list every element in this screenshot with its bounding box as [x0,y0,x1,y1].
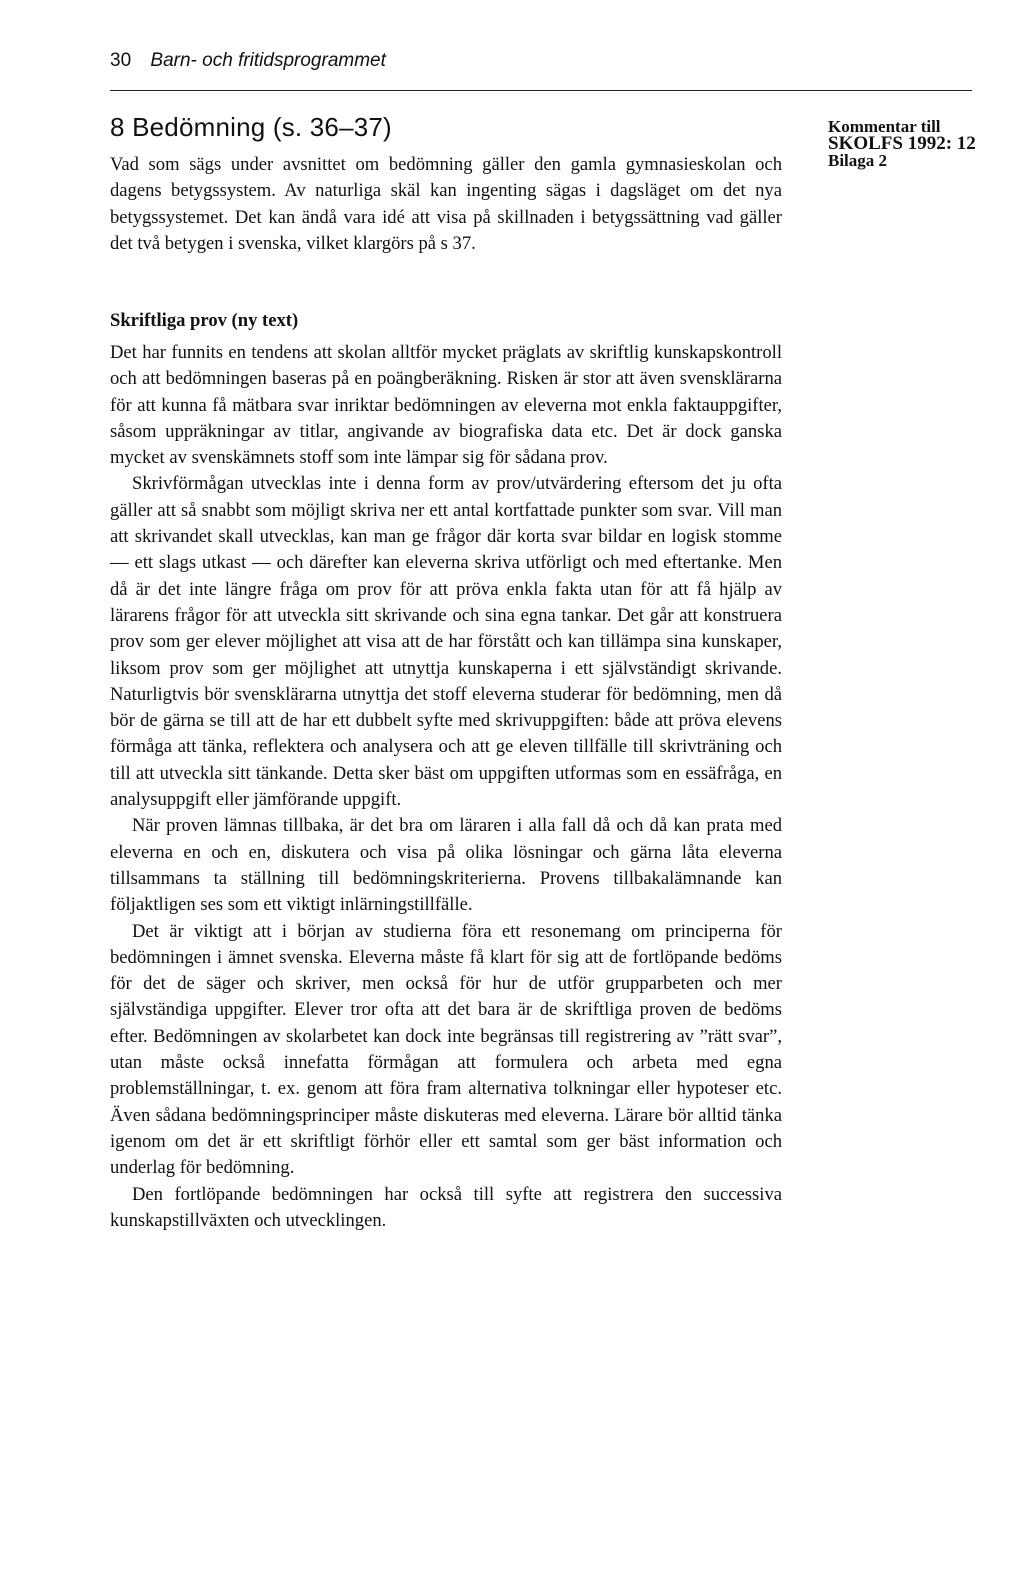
header-rule [110,90,972,91]
running-title: Barn- och fritidsprogrammet [150,50,386,71]
paragraph: När proven lämnas tillbaka, är det bra om läraren i alla fall då och då kan prata med eleverna en och en, diskutera och visa på olika lösningar och gärna låta eleverna tillsammans ta ställning till bedömningskriterierna. Provens tillbakalämnande kan följaktligen ses som ett viktigt inlärningstillfälle. [110,815,782,916]
margin-note-line1: Kommentar till [828,117,941,136]
margin-note [828,118,1008,169]
page-number: 30 [110,50,132,71]
margin-note-line2: SKOLFS 1992: 12 [828,133,976,154]
paragraph: Det har funnits en tendens att skolan alltför mycket präglats av skriftlig kunskapskontroll och att bedömningen baseras på en poängberäkning. Risken är stor att även svensklärarna för att kunna få mätbara svar inriktar bedömningen av eleverna mot enkla faktauppgifter, såsom uppräkningar av titlar, angivande av biografiska data etc. Det är dock ganska mycket av svenskämnets stoff som inte lämpar sig för sådana prov. [110,342,782,469]
intro-text [110,152,782,257]
subsection-heading: Skriftliga prov (ny text) [110,310,299,331]
margin-note-line3: Bilaga 2 [828,151,888,170]
running-head [110,50,386,72]
paragraph: Det är viktigt att i början av studierna föra ett resonemang om principerna för bedömningen i ämnet svenska. Eleverna måste få klart för sig att de fortlöpande bedöms för det de säger och skriver, men också för hur de utför grupparbeten och mer självständiga uppgifter. Elever tror ofta att det bara är de skriftliga proven de bedöms efter. Bedömningen av skolarbetet kan dock inte begränsas till registrering av ”rätt svar”, utan måste också innefatta förmågan att formulera och arbeta med egna problemställningar, t. ex. genom att föra fram alternativa tolkningar eller hypoteser etc. Även sådana bedömningsprinciper måste diskuteras med eleverna. Lärare bör alltid tänka igenom om det är ett skriftligt förhör eller ett samtal som ger bäst information och underlag för bedömning. [110,920,782,1179]
main-text [110,340,782,1234]
intro-paragraph: Vad som sägs under avsnittet om bedömning gäller den gamla gymnasieskolan och dagens betygssystem. Av naturliga skäl kan ingenting sägas i dagsläget om det nya betygssystemet. Det kan ändå vara idé att visa på skillnaden i betygssättning vad gäller det två betygen i svenska, vilket klargörs på s 37. [110,154,782,254]
paragraph: Den fortlöpande bedömningen har också till syfte att registrera den successiva kunskapstillväxten och utvecklingen. [110,1183,782,1231]
paragraph: Skrivförmågan utvecklas inte i denna form av prov/utvärdering eftersom det ju ofta gäller att så snabbt som möjligt skriva ner ett antal kortfattade punkter som svar. Vill man att skrivandet skall utvecklas, kan man ge frågor där korta svar bildar en logisk stomme — ett slags utkast — och därefter kan eleverna skriva utförligt och med eftertanke. Men då är det inte längre fråga om prov för att pröva enkla fakta utan för att få hjälp av lärarens frågor för att utveckla sitt skrivande och sina egna tankar. Det går att konstruera prov som ger elever möjlighet att visa att de har förstått och kan tillämpa sina kunskaper, liksom prov som ger möjlighet att utnyttja kunskaperna i ett självständigt skrivande. Naturligtvis bör svensklärarna utnyttja det stoff eleverna studerar för bedömning, men då bör de gärna se till att de har ett dubbelt syfte med skrivuppgiften: både att pröva elevens förmåga att tänka, reflektera och analysera och att ge eleven tillfälle till skrivträning och till att utveckla sitt tänkande. Detta sker bäst om uppgiften utformas som en essäfråga, en analysuppgift eller jämförande uppgift. [110,473,782,811]
section-heading: 8 Bedömning (s. 36–37) [110,112,392,142]
